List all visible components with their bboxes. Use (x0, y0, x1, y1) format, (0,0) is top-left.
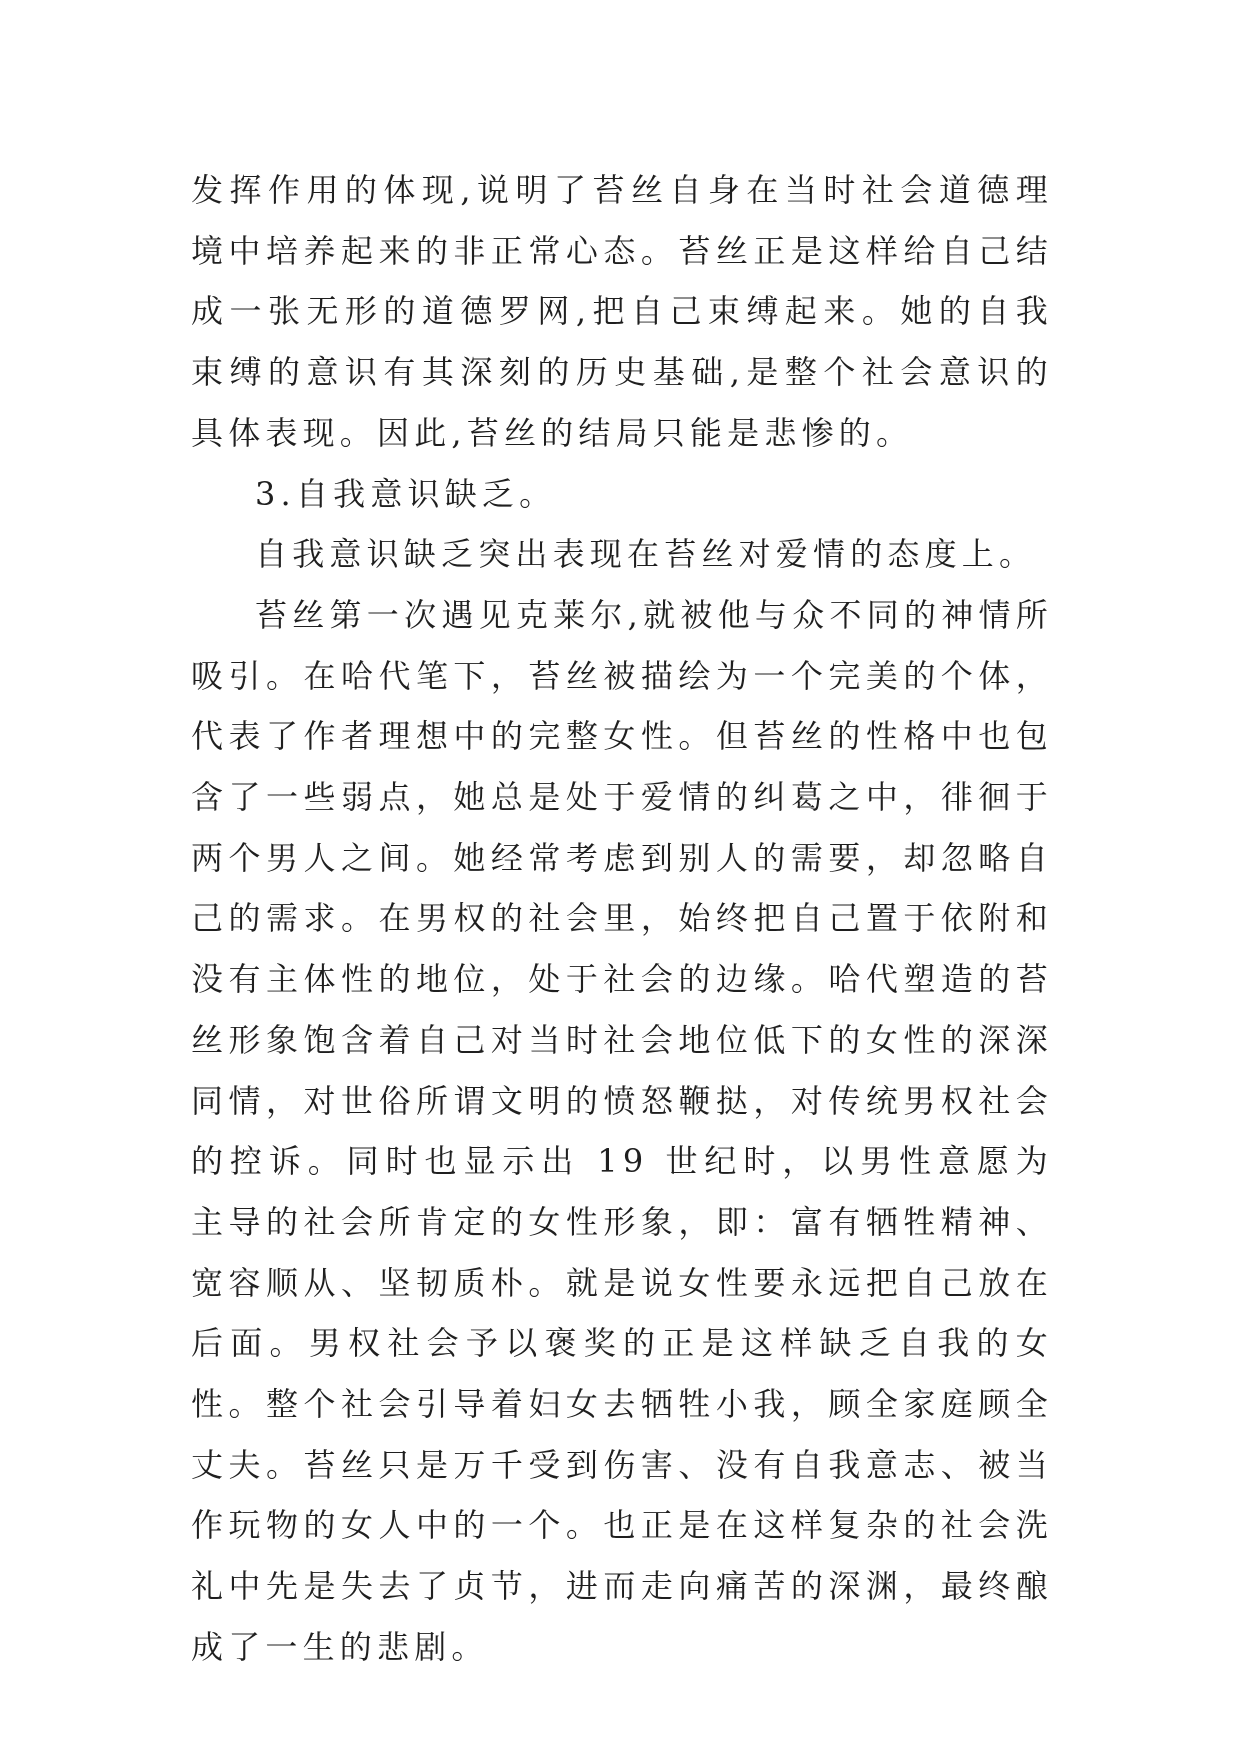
section-heading: 3.自我意识缺乏。 (255, 474, 557, 513)
paragraph-body: 苔丝第一次遇见克莱尔,就被他与众不同的神情所吸引。在哈代笔下，苔丝被描绘为一个完美的个体，代表了作者理想中的完整女性。但苔丝的性格中也包含了一些弱点，她总是处于爱情的纠葛之中，徘徊于两个男人之间。她经常考虑到别人的需要，却忽略自己的需求。在男权的社会里，始终把自己置于依附和没有主体性的地位，处于社会的边缘。哈代塑造的苔丝形象饱含着自己对当时社会地位低下的女性的深深同情，对世俗所谓文明的愤怒鞭挞，对传统男权社会的控诉。同时也显示出 19 世纪时，以男性意愿为主导的社会所肯定的女性形象，即：富有牺牲精神、宽容顺从、坚韧质朴。就是说女性要永远把自己放在后面。男权社会予以褒奖的正是这样缺乏自我的女性。整个社会引导着妇女去牺牲小我，顾全家庭顾全丈夫。苔丝只是万千受到伤害、没有自我意志、被当作玩物的女人中的一个。也正是在这样复杂的社会洗礼中先是失去了贞节，进而走向痛苦的深渊，最终酿成了一生的悲剧。 (191, 595, 1053, 1666)
paragraph-continuation: 发挥作用的体现,说明了苔丝自身在当时社会道德理境中培养起来的非正常心态。苔丝正是这样给自己结成一张无形的道德罗网,把自己束缚起来。她的自我束缚的意识有其深刻的历史基础,是整个社会意识的具体表现。因此,苔丝的结局只能是悲惨的。 (191, 171, 1053, 452)
document-page (191, 160, 1053, 1666)
paragraph-topic-sentence: 自我意识缺乏突出表现在苔丝对爱情的态度上。 (255, 535, 1037, 574)
